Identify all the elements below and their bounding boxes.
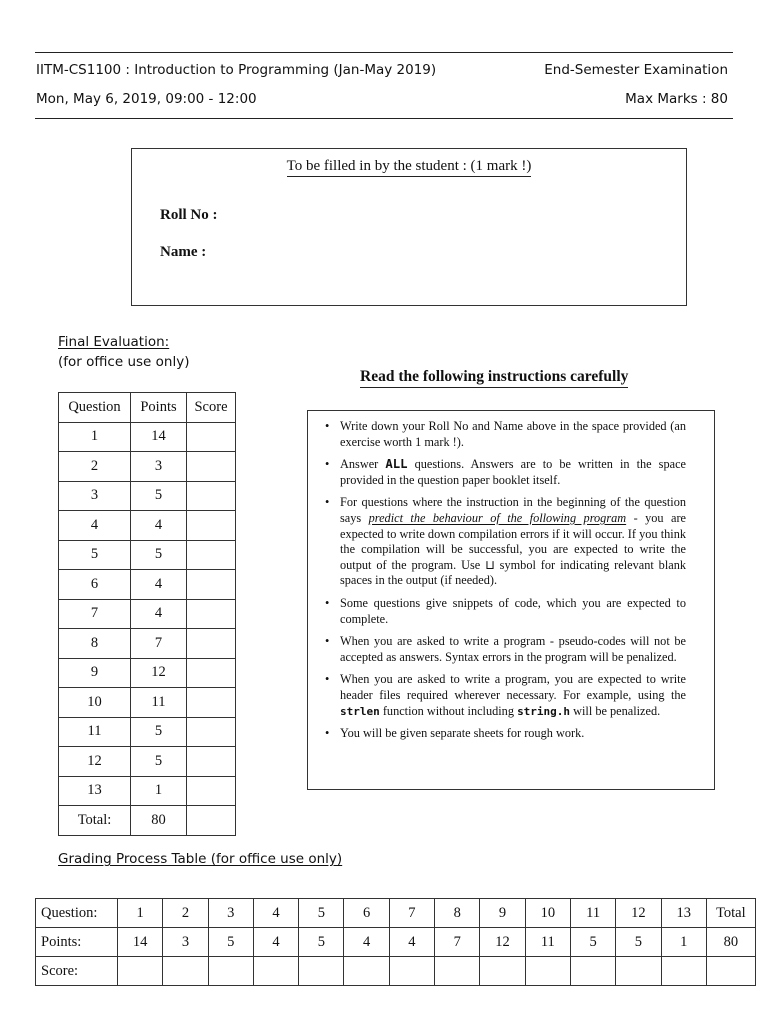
grading-score-cell[interactable] [208, 957, 253, 986]
grading-points-cell: 14 [118, 928, 163, 957]
question-points: 4 [131, 599, 187, 629]
grading-question-cell: 7 [389, 899, 434, 928]
points-row [36, 928, 756, 957]
top-rule [35, 52, 733, 53]
grading-score-cell[interactable] [344, 957, 389, 986]
question-points: 5 [131, 481, 187, 511]
grading-points-cell: 4 [344, 928, 389, 957]
grading-process-table [35, 898, 756, 986]
code-string-h: string.h [517, 704, 571, 718]
score-cell[interactable] [187, 452, 236, 482]
final-evaluation-title: Final Evaluation: [58, 334, 170, 350]
grading-score-cell[interactable] [118, 957, 163, 986]
header-bottom-rule [35, 118, 733, 119]
grading-points-cell: 1 [661, 928, 706, 957]
question-number: 7 [59, 599, 131, 629]
table-row [59, 629, 236, 659]
instruction-item: • When you are asked to write a program - pseudo-codes will not be accepted as answers. Syntax errors in the program will be penalized. [340, 634, 686, 665]
grading-points-cell: 12 [480, 928, 525, 957]
grading-question-cell: 10 [525, 899, 570, 928]
student-box-title: To be filled in by the student : (1 mark !) [132, 158, 686, 175]
question-row [36, 899, 756, 928]
table-row [59, 452, 236, 482]
score-cell[interactable] [187, 599, 236, 629]
question-points: 7 [131, 629, 187, 659]
question-points: 1 [131, 776, 187, 806]
row-label: Score: [36, 957, 118, 986]
grading-points-cell: 3 [163, 928, 208, 957]
instruction-item: • For questions where the instruction in the beginning of the question says predict the behaviour of the following program - you are expected to write down compilation errors if it will occur. If you think the compilation will be successful, you are expected to write the output of the program. Use ⊔ symbol for indicating relevant blank spaces in the output (if needed). [340, 495, 686, 589]
grading-question-cell: 6 [344, 899, 389, 928]
score-cell[interactable] [187, 570, 236, 600]
question-points: 3 [131, 452, 187, 482]
instructions-box [307, 410, 715, 790]
grading-question-cell: 4 [253, 899, 298, 928]
grading-question-cell: 12 [616, 899, 661, 928]
question-points: 5 [131, 717, 187, 747]
instruction-item: • When you are asked to write a program, you are expected to write header files required wherever necessary. For example, using the strlen function without including string.h will be penalized. [340, 672, 686, 719]
table-row [59, 422, 236, 452]
grading-question-cell: 2 [163, 899, 208, 928]
grading-question-cell: 13 [661, 899, 706, 928]
grading-points-cell: 4 [389, 928, 434, 957]
question-points: 12 [131, 658, 187, 688]
score-cell[interactable] [187, 511, 236, 541]
column-header: Points [131, 393, 187, 423]
max-marks: Max Marks : 80 [625, 91, 728, 107]
question-points: 14 [131, 422, 187, 452]
grading-question-cell: 1 [118, 899, 163, 928]
grading-points-cell: 7 [435, 928, 480, 957]
question-number: 2 [59, 452, 131, 482]
course-title: IITM-CS1100 : Introduction to Programming (Jan-May 2019) [36, 62, 437, 78]
total-score-cell[interactable] [187, 806, 236, 836]
instruction-item: • Write down your Roll No and Name above in the space provided (an exercise worth 1 mark !). [340, 419, 686, 450]
roll-no-label: Roll No : [160, 207, 218, 223]
grading-score-cell[interactable] [661, 957, 706, 986]
grading-score-cell[interactable] [253, 957, 298, 986]
grading-score-cell[interactable] [525, 957, 570, 986]
instructions-heading: Read the following instructions carefully [360, 368, 628, 386]
total-row [59, 806, 236, 836]
table-row [59, 776, 236, 806]
name-label: Name : [160, 244, 207, 260]
instructions-list [340, 419, 686, 749]
question-number: 4 [59, 511, 131, 541]
table-row [59, 481, 236, 511]
row-label: Question: [36, 899, 118, 928]
exam-title: End-Semester Examination [544, 62, 728, 78]
question-points: 4 [131, 570, 187, 600]
grading-score-cell[interactable] [163, 957, 208, 986]
score-cell[interactable] [187, 747, 236, 777]
score-cell[interactable] [187, 422, 236, 452]
score-cell[interactable] [187, 540, 236, 570]
grading-question-cell: 9 [480, 899, 525, 928]
grading-question-cell: Total [706, 899, 755, 928]
question-number: 6 [59, 570, 131, 600]
table-row [59, 717, 236, 747]
row-label: Points: [36, 928, 118, 957]
final-evaluation-subtitle: (for office use only) [58, 354, 190, 370]
question-number: 10 [59, 688, 131, 718]
score-cell[interactable] [187, 688, 236, 718]
grading-question-cell: 5 [299, 899, 344, 928]
question-number: 1 [59, 422, 131, 452]
grading-score-cell[interactable] [299, 957, 344, 986]
question-number: 13 [59, 776, 131, 806]
grading-table-title: Grading Process Table (for office use only) [58, 851, 343, 867]
question-points: 5 [131, 540, 187, 570]
code-strlen: strlen [340, 704, 380, 718]
grading-points-cell: 80 [706, 928, 755, 957]
column-header: Question [59, 393, 131, 423]
instruction-item: • Answer ALL questions. Answers are to be written in the space provided in the question paper booklet itself. [340, 457, 686, 488]
grading-question-cell: 11 [570, 899, 615, 928]
grading-score-cell[interactable] [480, 957, 525, 986]
grading-points-cell: 5 [570, 928, 615, 957]
question-number: 11 [59, 717, 131, 747]
score-cell[interactable] [187, 717, 236, 747]
grading-score-cell[interactable] [570, 957, 615, 986]
predict-phrase: predict the behaviour of the following program [368, 510, 627, 525]
question-number: 3 [59, 481, 131, 511]
instruction-item: • You will be given separate sheets for rough work. [340, 726, 686, 742]
grading-points-cell: 5 [208, 928, 253, 957]
grading-points-cell: 11 [525, 928, 570, 957]
column-header: Score [187, 393, 236, 423]
instruction-item: • Some questions give snippets of code, which you are expected to complete. [340, 596, 686, 627]
question-number: 9 [59, 658, 131, 688]
total-label: Total: [59, 806, 131, 836]
table-row [59, 511, 236, 541]
table-row [59, 688, 236, 718]
score-row [36, 957, 756, 986]
question-points: 11 [131, 688, 187, 718]
student-info-box [131, 148, 687, 306]
final-evaluation-table [58, 392, 236, 836]
grading-score-cell[interactable] [706, 957, 755, 986]
grading-score-cell[interactable] [389, 957, 434, 986]
grading-points-cell: 5 [299, 928, 344, 957]
score-cell[interactable] [187, 658, 236, 688]
grading-question-cell: 3 [208, 899, 253, 928]
grading-points-cell: 5 [616, 928, 661, 957]
question-points: 4 [131, 511, 187, 541]
exam-date: Mon, May 6, 2019, 09:00 - 12:00 [36, 91, 257, 107]
table-header-row [59, 393, 236, 423]
question-number: 12 [59, 747, 131, 777]
question-points: 5 [131, 747, 187, 777]
table-row [59, 540, 236, 570]
score-cell[interactable] [187, 481, 236, 511]
question-number: 5 [59, 540, 131, 570]
score-cell[interactable] [187, 629, 236, 659]
grading-points-cell: 4 [253, 928, 298, 957]
grading-question-cell: 8 [435, 899, 480, 928]
table-row [59, 747, 236, 777]
question-number: 8 [59, 629, 131, 659]
grading-score-cell[interactable] [435, 957, 480, 986]
emphasis-all: ALL [385, 457, 408, 472]
score-cell[interactable] [187, 776, 236, 806]
table-row [59, 658, 236, 688]
total-points: 80 [131, 806, 187, 836]
grading-score-cell[interactable] [616, 957, 661, 986]
table-row [59, 570, 236, 600]
table-row [59, 599, 236, 629]
